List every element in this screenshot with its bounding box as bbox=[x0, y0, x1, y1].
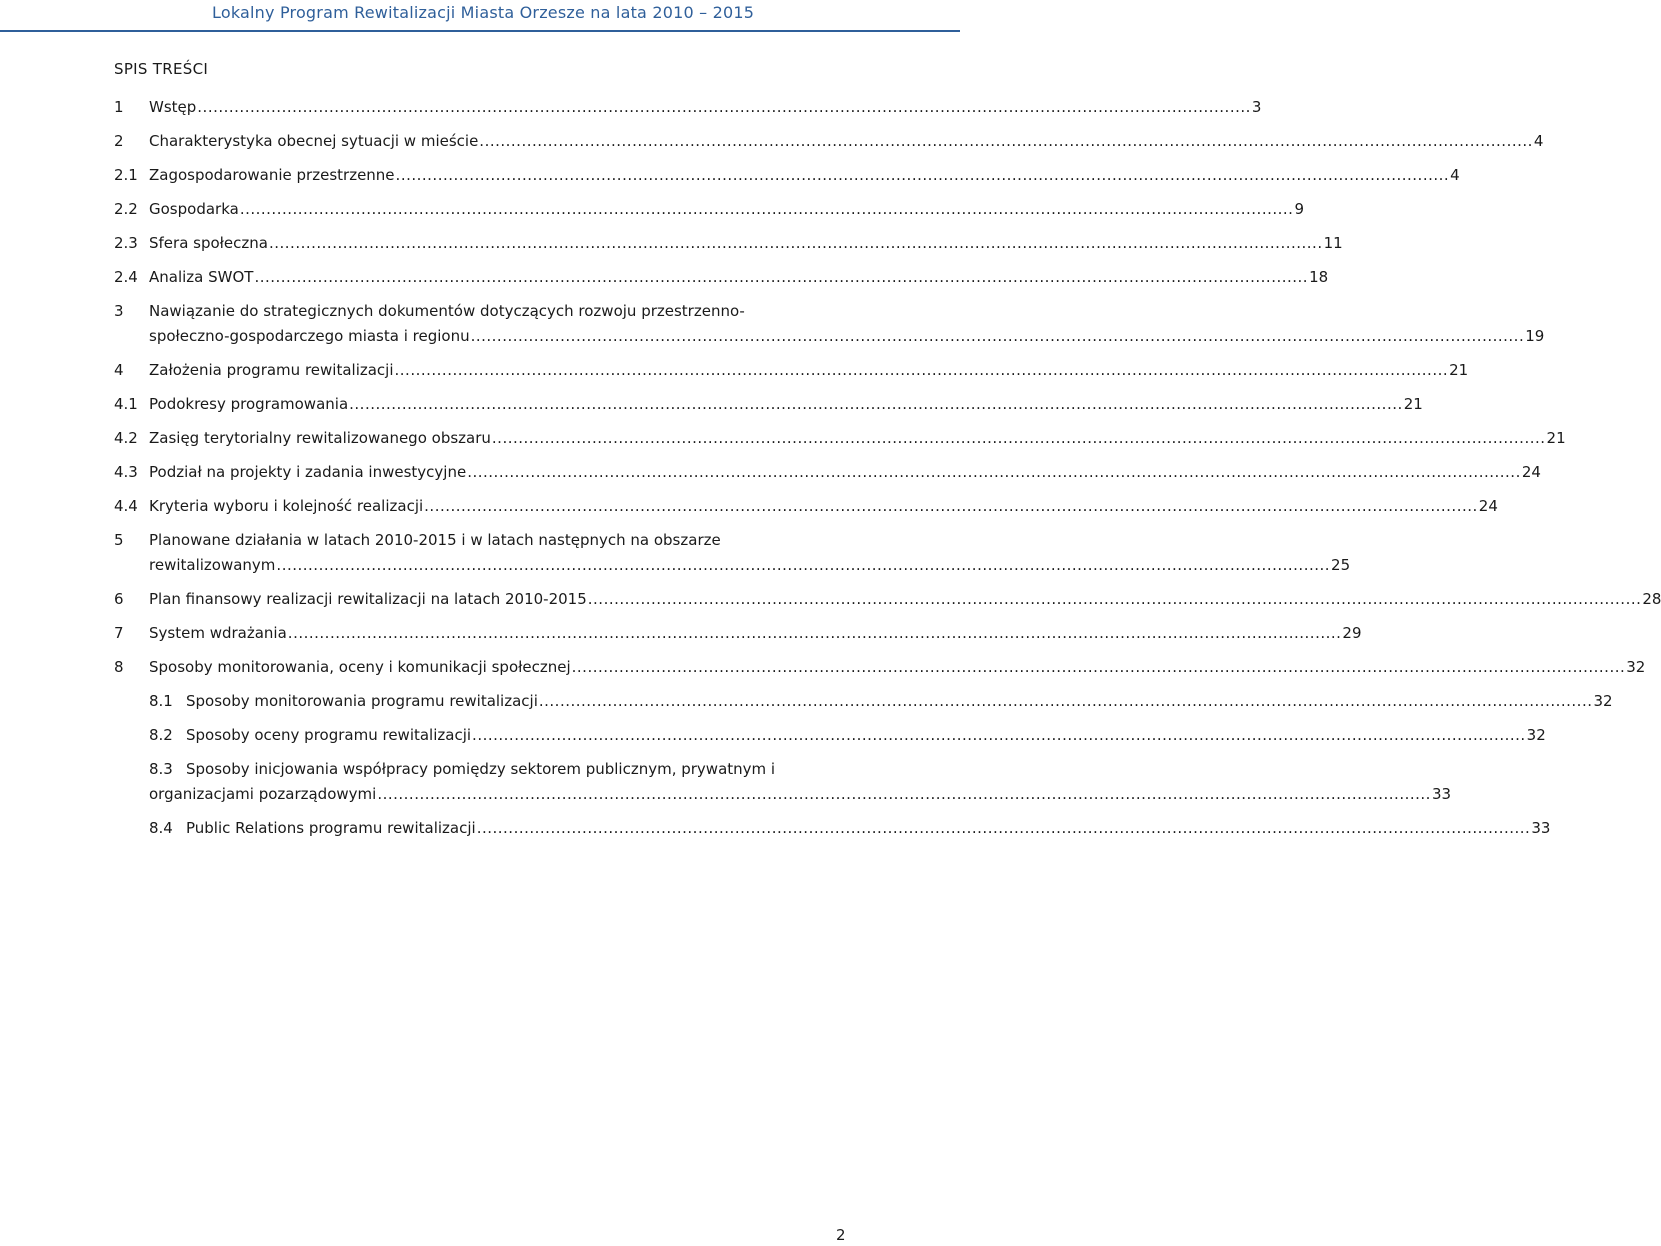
toc-entry-label: Podział na projekty i zadania inwestycyjne bbox=[149, 463, 467, 481]
toc-entry[interactable] bbox=[114, 689, 1613, 714]
toc-entry-number: 8.3 bbox=[149, 760, 173, 778]
toc-entry[interactable] bbox=[114, 129, 1544, 154]
toc-leader-dots: ........................................................................................................................................................................................................ bbox=[276, 556, 1331, 574]
toc-entry-label: Sfera społeczna bbox=[149, 234, 268, 252]
toc-entry-label: organizacjami pozarządowymi bbox=[149, 785, 377, 803]
toc-entry-label: Sposoby oceny programu rewitalizacji bbox=[186, 726, 472, 744]
toc-leader-dots: ........................................................................................................................................................................................................ bbox=[470, 327, 1525, 345]
toc-entry-page: 33 bbox=[1531, 819, 1551, 837]
toc-entry-label: System wdrażania bbox=[149, 624, 287, 642]
toc-entry-page: 24 bbox=[1478, 497, 1498, 515]
toc-entry-label: Założenia programu rewitalizacji bbox=[149, 361, 394, 379]
toc-entry-page: 18 bbox=[1309, 268, 1329, 286]
toc-entry[interactable] bbox=[114, 816, 1551, 841]
toc-leader-dots: ........................................................................................................................................................................................................ bbox=[491, 429, 1546, 447]
toc-entry[interactable] bbox=[114, 392, 1423, 417]
toc-entry-number: 8.4 bbox=[149, 819, 173, 837]
toc-leader-dots: ........................................................................................................................................................................................................ bbox=[254, 268, 1309, 286]
toc-entry-page: 3 bbox=[1251, 98, 1262, 116]
toc-entry-label: Podokresy programowania bbox=[149, 395, 349, 413]
toc-entry-label-line1: Planowane działania w latach 2010-2015 i w latach następnych na obszarze bbox=[149, 531, 721, 549]
toc-entry-label: Sposoby monitorowania, oceny i komunikacji społecznej bbox=[149, 658, 571, 676]
toc-leader-dots: ........................................................................................................................................................................................................ bbox=[476, 819, 1531, 837]
toc-entry[interactable] bbox=[114, 197, 1304, 222]
toc-entry-page: 25 bbox=[1331, 556, 1351, 574]
toc-entry-page: 19 bbox=[1525, 327, 1545, 345]
toc-entry-page: 32 bbox=[1626, 658, 1646, 676]
toc-entry[interactable] bbox=[114, 426, 1566, 451]
toc-leader-dots: ........................................................................................................................................................................................................ bbox=[394, 361, 1449, 379]
header-title: Lokalny Program Rewitalizacji Miasta Orzesze na lata 2010 – 2015 bbox=[212, 3, 755, 22]
toc-entry-page: 21 bbox=[1546, 429, 1566, 447]
toc-entry[interactable] bbox=[114, 757, 1452, 807]
toc-entry-page: 4 bbox=[1533, 132, 1544, 150]
toc-entry-page: 32 bbox=[1526, 726, 1546, 744]
toc-entry-label: Kryteria wyboru i kolejność realizacji bbox=[149, 497, 424, 515]
toc-leader-dots: ........................................................................................................................................................................................................ bbox=[538, 692, 1593, 710]
toc-entry-number: 3 bbox=[114, 302, 124, 320]
toc-entry-number: 2.2 bbox=[114, 200, 138, 218]
toc-leader-dots: ........................................................................................................................................................................................................ bbox=[377, 785, 1431, 803]
toc-entry-label-line1: Nawiązanie do strategicznych dokumentów dotyczących rozwoju przestrzenno- bbox=[149, 302, 745, 320]
toc-entry-number: 2.3 bbox=[114, 234, 138, 252]
toc-leader-dots: ........................................................................................................................................................................................................ bbox=[349, 395, 1403, 413]
toc-entry[interactable] bbox=[114, 460, 1541, 485]
toc-entry[interactable] bbox=[114, 299, 1545, 349]
toc-entry-number: 2.4 bbox=[114, 268, 138, 286]
toc-entry-label: Gospodarka bbox=[149, 200, 239, 218]
toc-entry-page: 21 bbox=[1403, 395, 1423, 413]
toc-leader-dots: ........................................................................................................................................................................................................ bbox=[424, 497, 1478, 515]
toc-leader-dots: ........................................................................................................................................................................................................ bbox=[287, 624, 1342, 642]
toc-entry-number: 4.4 bbox=[114, 497, 138, 515]
toc-leader-dots: ........................................................................................................................................................................................................ bbox=[239, 200, 1294, 218]
toc-entry-page: 4 bbox=[1450, 166, 1460, 184]
toc-entry-number: 4.1 bbox=[114, 395, 138, 413]
toc-entry[interactable] bbox=[114, 494, 1498, 519]
toc-entry-number: 4 bbox=[114, 361, 124, 379]
toc-entry-number: 4.3 bbox=[114, 463, 138, 481]
table-of-contents bbox=[114, 95, 1661, 841]
toc-entry-number: 8.1 bbox=[149, 692, 173, 710]
toc-entry-label: Charakterystyka obecnej sytuacji w mieście bbox=[149, 132, 479, 150]
toc-entry-number: 1 bbox=[114, 98, 124, 116]
toc-entry-number: 5 bbox=[114, 531, 124, 549]
toc-entry-label: rewitalizowanym bbox=[149, 556, 276, 574]
toc-entry-label-line1: Sposoby inicjowania współpracy pomiędzy sektorem publicznym, prywatnym i bbox=[186, 760, 776, 778]
toc-entry-number: 6 bbox=[114, 590, 124, 608]
toc-leader-dots: ........................................................................................................................................................................................................ bbox=[587, 590, 1642, 608]
toc-entry-number: 8 bbox=[114, 658, 124, 676]
toc-entry[interactable] bbox=[114, 163, 1460, 188]
toc-entry-number: 2 bbox=[114, 132, 124, 150]
toc-entry[interactable] bbox=[114, 358, 1469, 383]
toc-entry[interactable] bbox=[114, 655, 1646, 680]
toc-leader-dots: ........................................................................................................................................................................................................ bbox=[479, 132, 1533, 150]
toc-leader-dots: ........................................................................................................................................................................................................ bbox=[197, 98, 1251, 116]
toc-entry-label: Plan finansowy realizacji rewitalizacji na latach 2010-2015 bbox=[149, 590, 587, 608]
toc-entry-page: 11 bbox=[1323, 234, 1343, 252]
toc-entry-label: Sposoby monitorowania programu rewitalizacji bbox=[186, 692, 538, 710]
page-number: 2 bbox=[836, 1226, 846, 1244]
toc-entry-number: 2.1 bbox=[114, 166, 138, 184]
toc-entry[interactable] bbox=[114, 587, 1661, 612]
toc-entry-label: społeczno-gospodarczego miasta i regionu bbox=[149, 327, 470, 345]
toc-entry-label: Zagospodarowanie przestrzenne bbox=[149, 166, 395, 184]
toc-entry-page: 29 bbox=[1342, 624, 1362, 642]
toc-entry-page: 33 bbox=[1431, 785, 1452, 803]
toc-entry-page: 21 bbox=[1449, 361, 1469, 379]
toc-entry-number: 4.2 bbox=[114, 429, 138, 447]
toc-entry-number: 7 bbox=[114, 624, 124, 642]
toc-entry-page: 32 bbox=[1593, 692, 1613, 710]
toc-entry[interactable] bbox=[114, 723, 1546, 748]
toc-entry[interactable] bbox=[114, 621, 1362, 646]
toc-entry-label: Wstęp bbox=[149, 98, 197, 116]
toc-entry-page: 24 bbox=[1521, 463, 1541, 481]
toc-entry[interactable] bbox=[114, 231, 1343, 256]
toc-leader-dots: ........................................................................................................................................................................................................ bbox=[395, 166, 1450, 184]
toc-entry[interactable] bbox=[114, 265, 1329, 290]
toc-entry-label: Zasięg terytorialny rewitalizowanego obszaru bbox=[149, 429, 491, 447]
toc-leader-dots: ........................................................................................................................................................................................................ bbox=[472, 726, 1526, 744]
toc-leader-dots: ........................................................................................................................................................................................................ bbox=[467, 463, 1521, 481]
toc-entry[interactable] bbox=[114, 528, 1351, 578]
toc-entry-label: Public Relations programu rewitalizacji bbox=[186, 819, 476, 837]
toc-entry-page: 9 bbox=[1294, 200, 1304, 218]
toc-leader-dots: ........................................................................................................................................................................................................ bbox=[571, 658, 1626, 676]
toc-entry-label: Analiza SWOT bbox=[149, 268, 254, 286]
toc-leader-dots: ........................................................................................................................................................................................................ bbox=[268, 234, 1323, 252]
toc-entry-number: 8.2 bbox=[149, 726, 173, 744]
toc-entry[interactable] bbox=[114, 95, 1262, 120]
page-header bbox=[0, 0, 960, 32]
toc-title: SPIS TREŚCI bbox=[114, 60, 209, 78]
toc-entry-page: 28 bbox=[1642, 590, 1661, 608]
